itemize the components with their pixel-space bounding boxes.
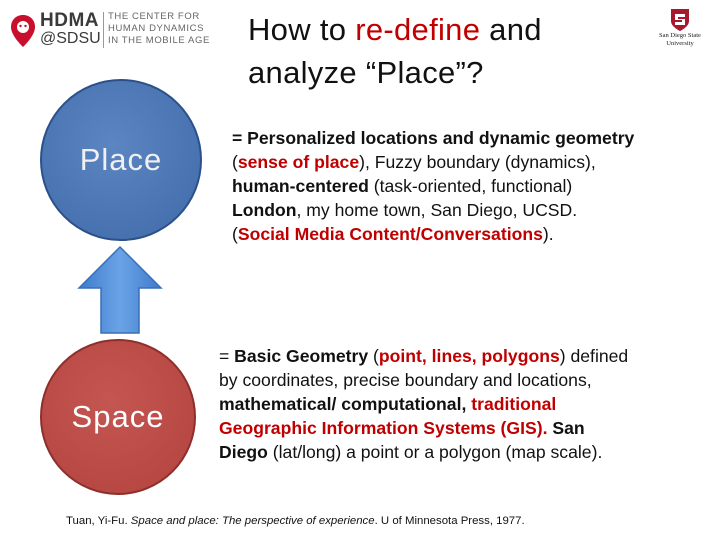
basic-geometry-term: Basic Geometry xyxy=(234,346,369,366)
citation xyxy=(66,515,716,527)
london-term: London xyxy=(232,200,297,220)
traditional-term: traditional xyxy=(471,394,557,414)
space-label: Space xyxy=(71,399,165,434)
space-description xyxy=(219,344,714,464)
space-text-latlong: (lat/long) a point or a polygon (map scale). xyxy=(267,442,603,462)
human-centered-term: human-centered xyxy=(232,176,369,196)
hdma-wordmark: HDMA xyxy=(40,10,99,31)
place-text-paren-open: ( xyxy=(232,152,238,172)
space-circle xyxy=(40,339,196,495)
title-part-1: How to xyxy=(248,12,356,47)
computational-term: mathematical/ computational, xyxy=(219,394,472,414)
center-line-3: IN THE MOBILE AGE xyxy=(108,35,210,46)
social-media-term: Social Media Content/Conversations xyxy=(237,224,543,244)
place-text-examples: , my home town, San Diego, UCSD. xyxy=(296,200,578,220)
gis-term: Geographic Information Systems (GIS). xyxy=(219,418,548,438)
sdsu-wordmark: @SDSU xyxy=(40,30,101,47)
san-term: San xyxy=(547,418,585,438)
citation-author: Tuan, Yi-Fu. xyxy=(66,515,131,527)
sense-of-place-term: sense of place xyxy=(237,152,360,172)
up-arrow-icon xyxy=(75,244,165,336)
place-definition: = Personalized locations and dynamic geometry xyxy=(232,128,635,148)
title-highlight: re-define xyxy=(355,12,481,47)
space-text-defined: ) defined xyxy=(559,346,629,366)
place-circle xyxy=(40,79,202,241)
sdsu-logo-line-2: University xyxy=(666,40,694,47)
place-text-paren-open-2: ( xyxy=(232,224,238,244)
citation-book: Space and place: The perspective of experience xyxy=(130,515,375,527)
map-pin-icon xyxy=(10,14,36,48)
title-line-2: analyze “Place”? xyxy=(248,55,484,90)
center-name xyxy=(108,11,210,47)
space-text-coordinates: by coordinates, precise boundary and locations, xyxy=(219,370,592,390)
sdsu-logo xyxy=(648,8,712,52)
sdsu-shield-icon xyxy=(670,8,690,32)
center-line-2: HUMAN DYNAMICS xyxy=(108,23,205,34)
place-label: Place xyxy=(79,142,163,177)
space-text-equals: = xyxy=(219,346,235,366)
sdsu-logo-line-1: San Diego State xyxy=(659,32,701,39)
logo-divider xyxy=(103,12,104,48)
title-part-2: and xyxy=(480,12,542,47)
space-text-paren-open: ( xyxy=(368,346,379,366)
diego-term: Diego xyxy=(219,442,268,462)
place-text-fuzzy: ), Fuzzy boundary (dynamics), xyxy=(359,152,596,172)
place-text-task: (task-oriented, functional) xyxy=(368,176,573,196)
geometry-types-term: point, lines, polygons xyxy=(378,346,560,366)
citation-publisher: . U of Minnesota Press, 1977. xyxy=(374,515,525,527)
title-line-1 xyxy=(248,8,648,51)
center-line-1: THE CENTER FOR xyxy=(108,11,200,22)
hdma-logo xyxy=(0,0,238,58)
place-description xyxy=(232,126,714,246)
place-text-paren-close: ). xyxy=(542,224,554,244)
slide-title xyxy=(248,8,648,94)
